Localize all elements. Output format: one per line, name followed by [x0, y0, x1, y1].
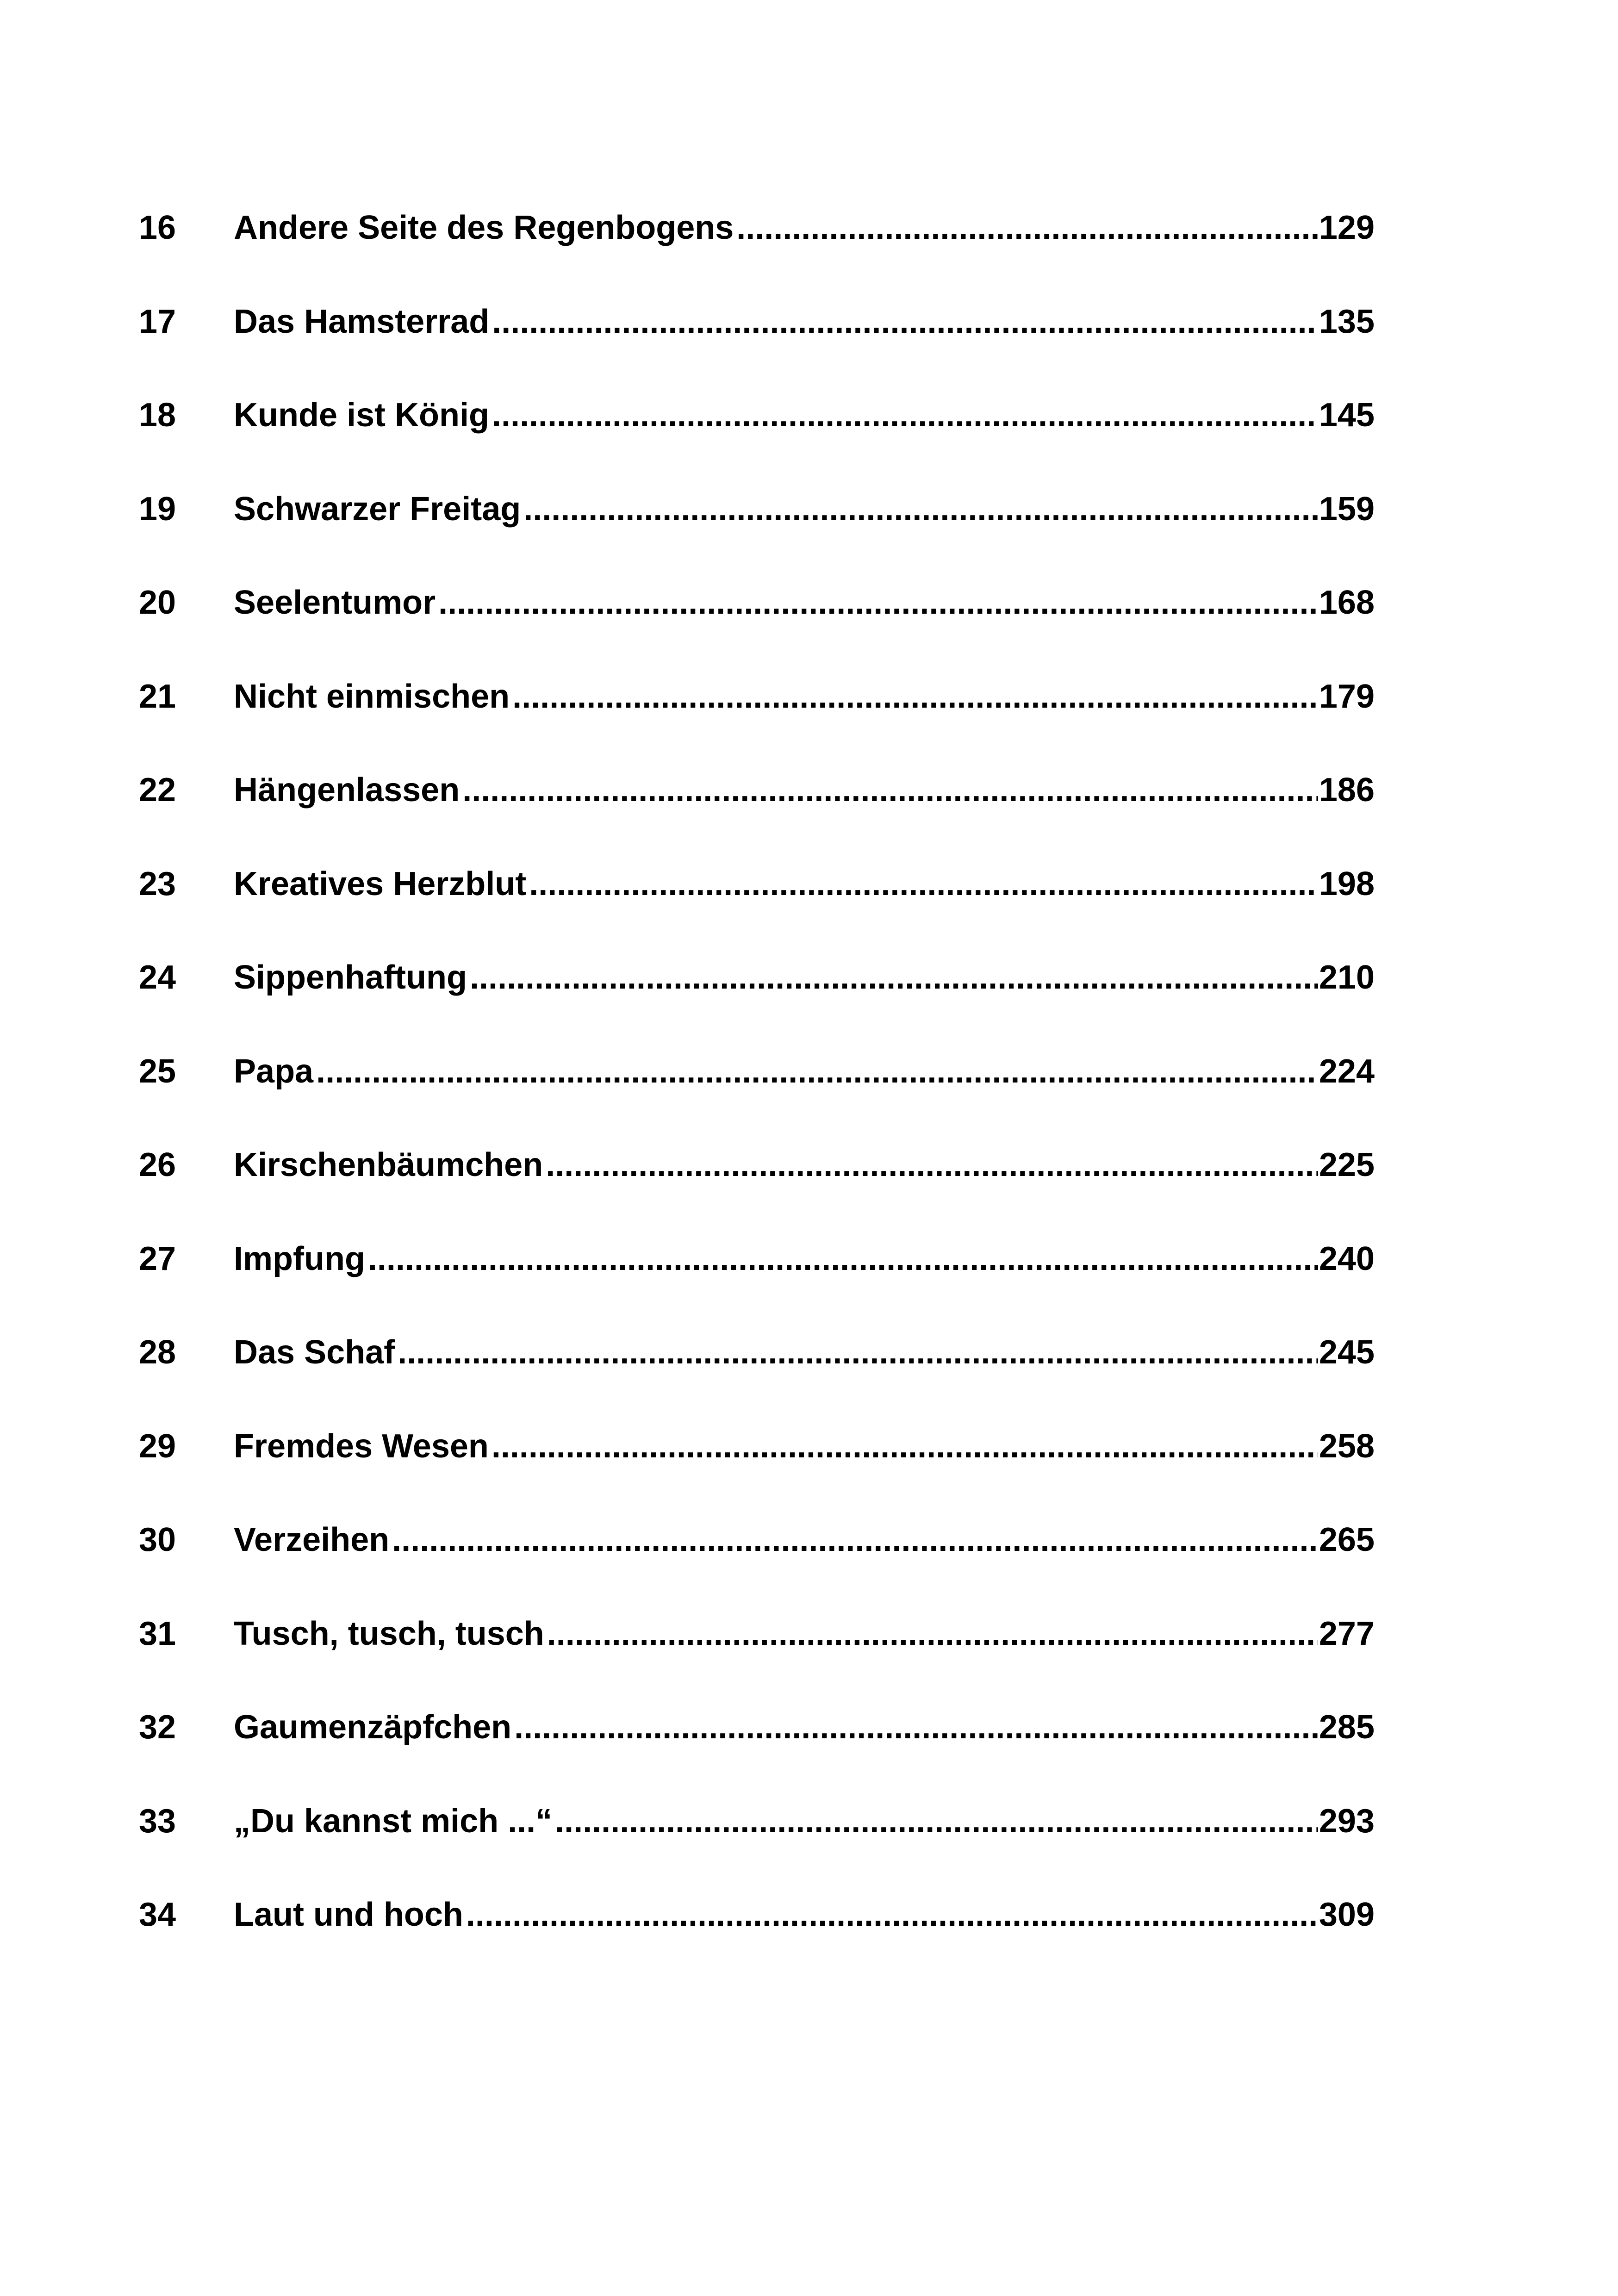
chapter-number: 18: [139, 397, 176, 434]
chapter-number: 29: [139, 1427, 176, 1465]
dot-leader: [555, 1800, 1318, 1842]
dot-leader: [547, 1613, 1318, 1655]
toc-entry: [139, 1519, 1375, 1613]
dot-leader: [512, 676, 1318, 717]
chapter-title: Laut und hoch: [234, 1896, 463, 1933]
page-number: 240: [1319, 1240, 1375, 1277]
chapter-number: 19: [139, 490, 176, 528]
dot-leader: [492, 394, 1318, 436]
chapter-title: Papa: [234, 1052, 314, 1090]
page-number: 168: [1319, 584, 1375, 621]
chapter-number: 27: [139, 1240, 176, 1277]
chapter-title: Das Schaf: [234, 1334, 395, 1371]
dot-leader: [316, 1051, 1318, 1092]
chapter-number: 28: [139, 1334, 176, 1371]
page-number: 225: [1319, 1146, 1375, 1183]
toc-entry: [139, 1706, 1375, 1800]
chapter-number: 24: [139, 959, 176, 996]
toc-entry: [139, 1238, 1375, 1332]
chapter-number: 16: [139, 209, 176, 246]
toc-entry: [139, 488, 1375, 582]
page-number: 179: [1319, 678, 1375, 715]
toc-entry: [139, 769, 1375, 863]
chapter-title: Schwarzer Freitag: [234, 490, 521, 528]
dot-leader: [392, 1519, 1318, 1561]
page-number: 186: [1319, 772, 1375, 809]
page-number: 285: [1319, 1709, 1375, 1746]
page-number: 198: [1319, 865, 1375, 902]
chapter-title: Gaumenzäpfchen: [234, 1709, 512, 1746]
dot-leader: [368, 1238, 1318, 1280]
chapter-number: 33: [139, 1802, 176, 1840]
chapter-title: Andere Seite des Regenbogens: [234, 209, 734, 246]
chapter-number: 31: [139, 1615, 176, 1652]
page-number: 258: [1319, 1427, 1375, 1465]
page-number: 129: [1319, 209, 1375, 246]
dot-leader: [514, 1706, 1318, 1748]
page-number: 145: [1319, 397, 1375, 434]
chapter-title: Das Hamsterrad: [234, 303, 490, 340]
dot-leader: [546, 1144, 1318, 1186]
dot-leader: [462, 769, 1318, 811]
toc-entry: [139, 1894, 1375, 1988]
chapter-title: Hängenlassen: [234, 772, 460, 809]
toc-entry: [139, 1425, 1375, 1519]
toc-entry: [139, 957, 1375, 1051]
chapter-number: 17: [139, 303, 176, 340]
chapter-title: Impfung: [234, 1240, 365, 1277]
page-number: 224: [1319, 1052, 1375, 1090]
page-number: 277: [1319, 1615, 1375, 1652]
toc-entry: [139, 676, 1375, 770]
toc-entry: [139, 1144, 1375, 1238]
toc-entry: [139, 1613, 1375, 1707]
chapter-number: 25: [139, 1052, 176, 1090]
chapter-title: Verzeihen: [234, 1521, 390, 1558]
dot-leader: [529, 863, 1318, 905]
chapter-number: 34: [139, 1896, 176, 1933]
page-number: 159: [1319, 490, 1375, 528]
toc-entry: [139, 1800, 1375, 1894]
chapter-number: 32: [139, 1709, 176, 1746]
toc-entry: [139, 863, 1375, 957]
page-number: 309: [1319, 1896, 1375, 1933]
chapter-title: Kunde ist König: [234, 397, 489, 434]
chapter-title: Tusch, tusch, tusch: [234, 1615, 544, 1652]
chapter-number: 21: [139, 678, 176, 715]
dot-leader: [492, 1425, 1318, 1467]
dot-leader: [466, 1894, 1318, 1935]
chapter-title: Fremdes Wesen: [234, 1427, 489, 1465]
dot-leader: [470, 957, 1318, 998]
chapter-number: 20: [139, 584, 176, 621]
toc-entry: [139, 301, 1375, 395]
chapter-title: „Du kannst mich ...“: [234, 1802, 553, 1840]
page-number: 293: [1319, 1802, 1375, 1840]
toc-entry: [139, 1332, 1375, 1425]
chapter-title: Kreatives Herzblut: [234, 865, 527, 902]
page-number: 245: [1319, 1334, 1375, 1371]
chapter-title: Seelentumor: [234, 584, 436, 621]
toc-entry: [139, 394, 1375, 488]
chapter-title: Kirschenbäumchen: [234, 1146, 543, 1183]
page-number: 135: [1319, 303, 1375, 340]
chapter-number: 22: [139, 772, 176, 809]
page-number: 265: [1319, 1521, 1375, 1558]
toc-entry: [139, 207, 1375, 301]
chapter-title: Nicht einmischen: [234, 678, 510, 715]
toc-entry: [139, 1051, 1375, 1145]
dot-leader: [492, 301, 1318, 342]
page-number: 210: [1319, 959, 1375, 996]
chapter-number: 23: [139, 865, 176, 902]
table-of-contents: [139, 207, 1375, 1988]
dot-leader: [438, 582, 1318, 623]
dot-leader: [523, 488, 1318, 530]
chapter-number: 26: [139, 1146, 176, 1183]
chapter-title: Sippenhaftung: [234, 959, 467, 996]
dot-leader: [736, 207, 1318, 249]
chapter-number: 30: [139, 1521, 176, 1558]
toc-entry: [139, 582, 1375, 676]
dot-leader: [398, 1332, 1318, 1373]
